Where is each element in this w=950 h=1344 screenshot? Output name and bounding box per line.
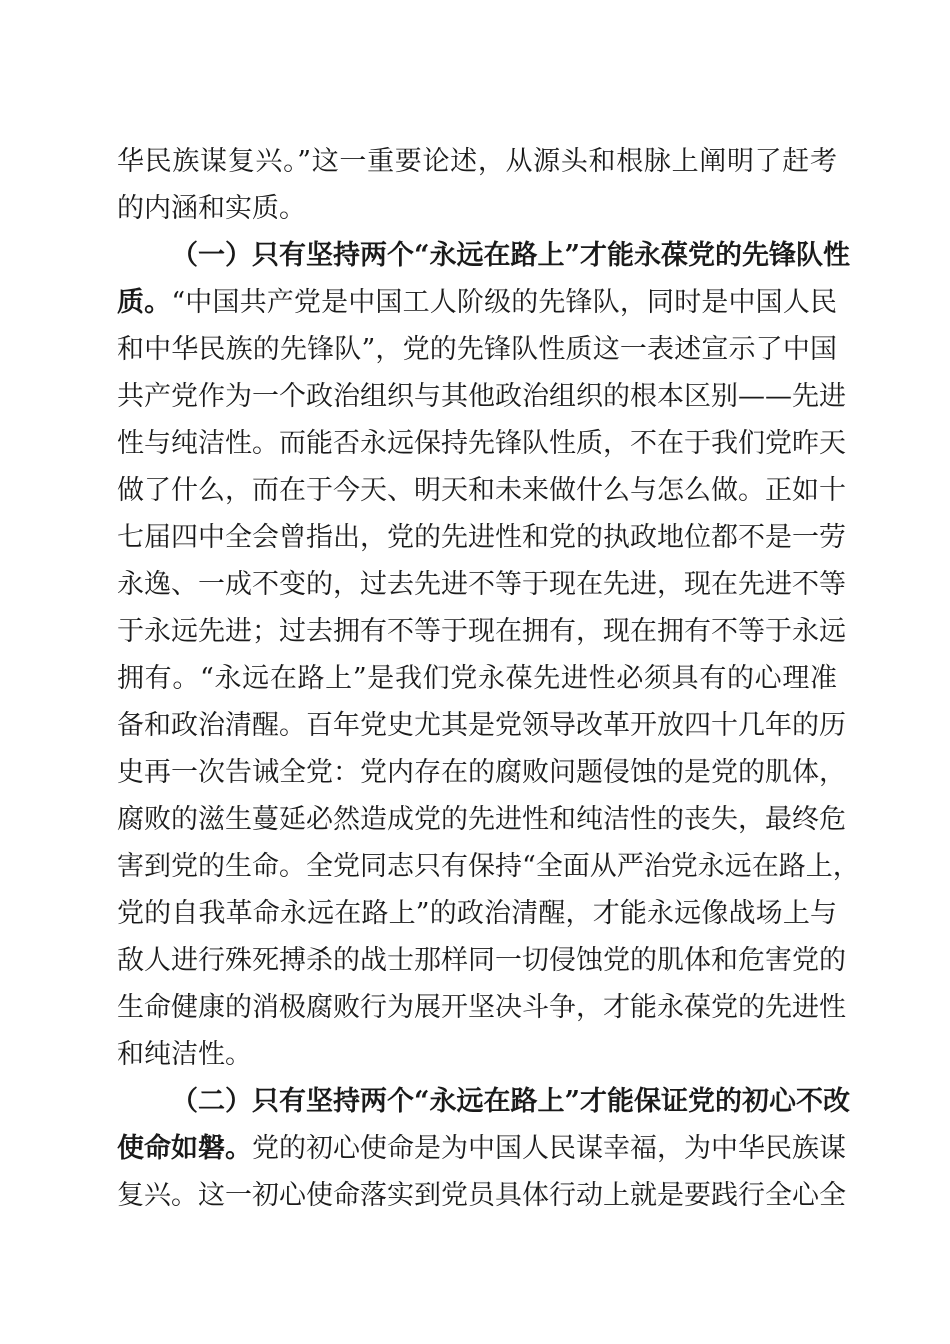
text-line: 害到党的生命。全党同志只有保持“全面从严治党永远在路上，	[117, 851, 860, 882]
text-line: 备和政治清醒。百年党史尤其是党领导改革开放四十几年的历	[117, 710, 846, 741]
text-line: 永逸、一成不变的，过去先进不等于现在先进，现在先进不等	[117, 569, 846, 600]
text-line: 和中华民族的先锋队”，党的先锋队性质这一表述宣示了中国	[117, 334, 837, 365]
text-line: 党的自我革命永远在路上”的政治清醒，才能永远像战场上与	[117, 898, 837, 929]
section-heading: （二）只有坚持两个“永远在路上”才能保证党的初心不改	[171, 1086, 851, 1117]
text-line: 的内涵和实质。	[117, 193, 306, 224]
text-run: 党的初心使命是为中国人民谋幸福，为中华民族谋	[252, 1133, 846, 1164]
text-line: 于永远先进；过去拥有不等于现在拥有，现在拥有不等于永远	[117, 616, 846, 647]
text-line	[117, 1125, 846, 1173]
text-line: 生命健康的消极腐败行为展开坚决斗争，才能永葆党的先进性	[117, 992, 846, 1023]
bold-run: 质。	[117, 287, 172, 318]
text-line: 七届四中全会曾指出，党的先进性和党的执政地位都不是一劳	[117, 522, 846, 553]
text-line: 腐败的滋生蔓延必然造成党的先进性和纯洁性的丧失，最终危	[117, 804, 846, 835]
text-line: 敌人进行殊死搏杀的战士那样同一切侵蚀党的肌体和危害党的	[117, 945, 846, 976]
text-line: 性与纯洁性。而能否永远保持先锋队性质，不在于我们党昨天	[117, 428, 846, 459]
text-line: 华民族谋复兴。”这一重要论述，从源头和根脉上阐明了赶考	[117, 146, 837, 177]
text-run: “中国共产党是中国工人阶级的先锋队，同时是中国人民	[171, 287, 837, 318]
text-line: 做了什么，而在于今天、明天和未来做什么与怎么做。正如十	[117, 475, 846, 506]
section-heading: （一）只有坚持两个“永远在路上”才能永葆党的先锋队性	[171, 240, 851, 271]
text-line	[117, 279, 837, 327]
text-line: 复兴。这一初心使命落实到党员具体行动上就是要践行全心全	[117, 1180, 846, 1211]
text-line: 拥有。“永远在路上”是我们党永葆先进性必须具有的心理准	[117, 663, 837, 694]
text-line: 共产党作为一个政治组织与其他政治组织的根本区别——先进	[117, 381, 846, 412]
text-line: 和纯洁性。	[117, 1039, 252, 1070]
bold-run: 使命如磐。	[117, 1133, 252, 1164]
text-line: 史再一次告诫全党：党内存在的腐败问题侵蚀的是党的肌体，	[117, 757, 846, 788]
